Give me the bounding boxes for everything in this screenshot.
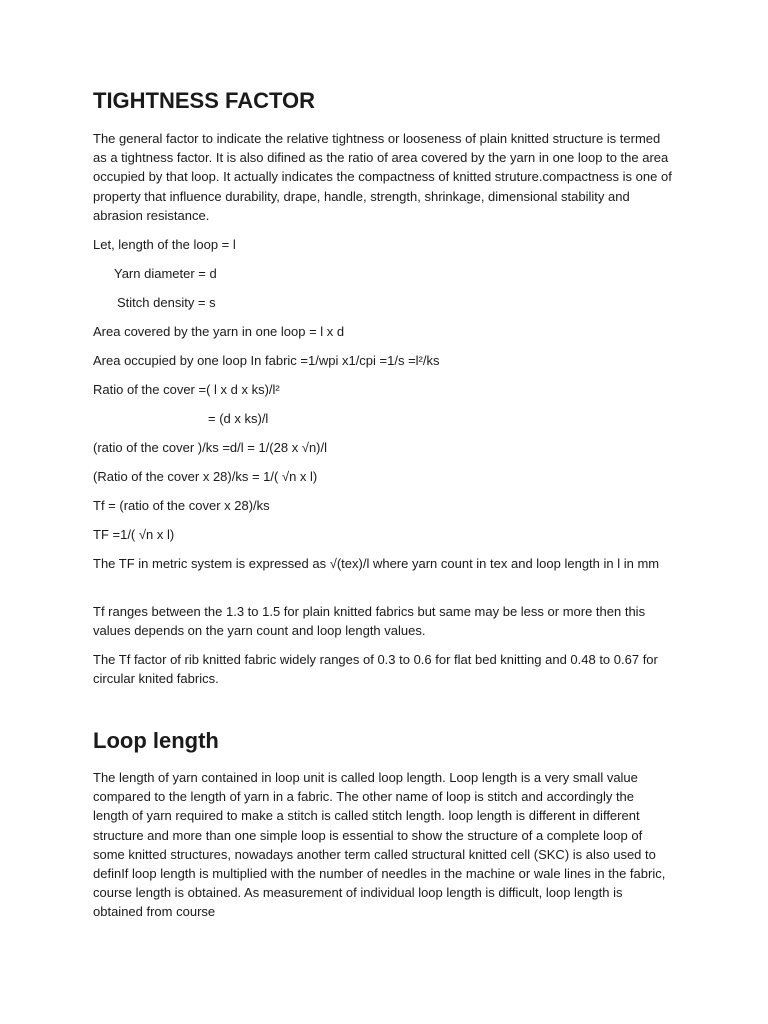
formula-line-ratio-simplified: = (d x ks)/l xyxy=(208,411,269,426)
formula-line-tf-definition: Tf = (ratio of the cover x 28)/ks xyxy=(93,498,270,513)
formula-line-loop-length: Let, length of the loop = l xyxy=(93,237,236,252)
section-heading-tightness-factor: TIGHTNESS FACTOR xyxy=(93,88,316,113)
formula-line-ratio-over-ks: (ratio of the cover )/ks =d/l = 1/(28 x √n)/l xyxy=(93,440,328,455)
loop-length-paragraph: The length of yarn contained in loop unit is called loop length. Loop length is a very small value compared to the length of yarn in a fabric. The other name of loop is stitch and accordingly the length of yarn required to make a stitch is called stitch length. loop length is different in different structure and more than one simple loop is essential to show the structure of a complete loop of some knitted structures, nowadays another term called structural knitted cell (SKC) is also used to definIf loop length is multiplied with the number of needles in the machine or wale lines in the fabric, course length is obtained. As measurement of individual loop length is difficult, loop length is obtained from course xyxy=(93,770,666,920)
intro-paragraph: The general factor to indicate the relative tightness or looseness of plain knitted structure is termed as a tightness factor. It is also difined as the ratio of area covered by the yarn in one loop to the area occupied by that loop. It actually indicates the compactness of knitted struture.compactness is one of property that influence durability, drape, handle, strength, shrinkage, dimensional stability and abrasion resistance. xyxy=(93,131,672,223)
formula-line-ratio-times-28: (Ratio of the cover x 28)/ks = 1/( √n x l) xyxy=(93,469,318,484)
formula-line-tf-result: TF =1/( √n x l) xyxy=(93,527,175,542)
section-heading-loop-length: Loop length xyxy=(93,728,219,753)
metric-note-paragraph: The TF in metric system is expressed as √(tex)/l where yarn count in tex and loop length in l in mm xyxy=(93,556,660,571)
formula-line-area-covered: Area covered by the yarn in one loop = l x d xyxy=(93,324,345,339)
formula-line-ratio-cover: Ratio of the cover =( l x d x ks)/l² xyxy=(93,382,280,397)
range-note-paragraph: Tf ranges between the 1.3 to 1.5 for plain knitted fabrics but same may be less or more then this values depends on the yarn count and loop length values. xyxy=(93,604,646,639)
formula-line-yarn-diameter: Yarn diameter = d xyxy=(114,266,217,281)
formula-line-stitch-density: Stitch density = s xyxy=(117,295,216,310)
formula-line-area-occupied: Area occupied by one loop In fabric =1/wpi x1/cpi =1/s =l²/ks xyxy=(93,353,440,368)
rib-note-paragraph: The Tf factor of rib knitted fabric widely ranges of 0.3 to 0.6 for flat bed knitting and 0.48 to 0.67 for circular knited fabrics. xyxy=(93,652,658,687)
